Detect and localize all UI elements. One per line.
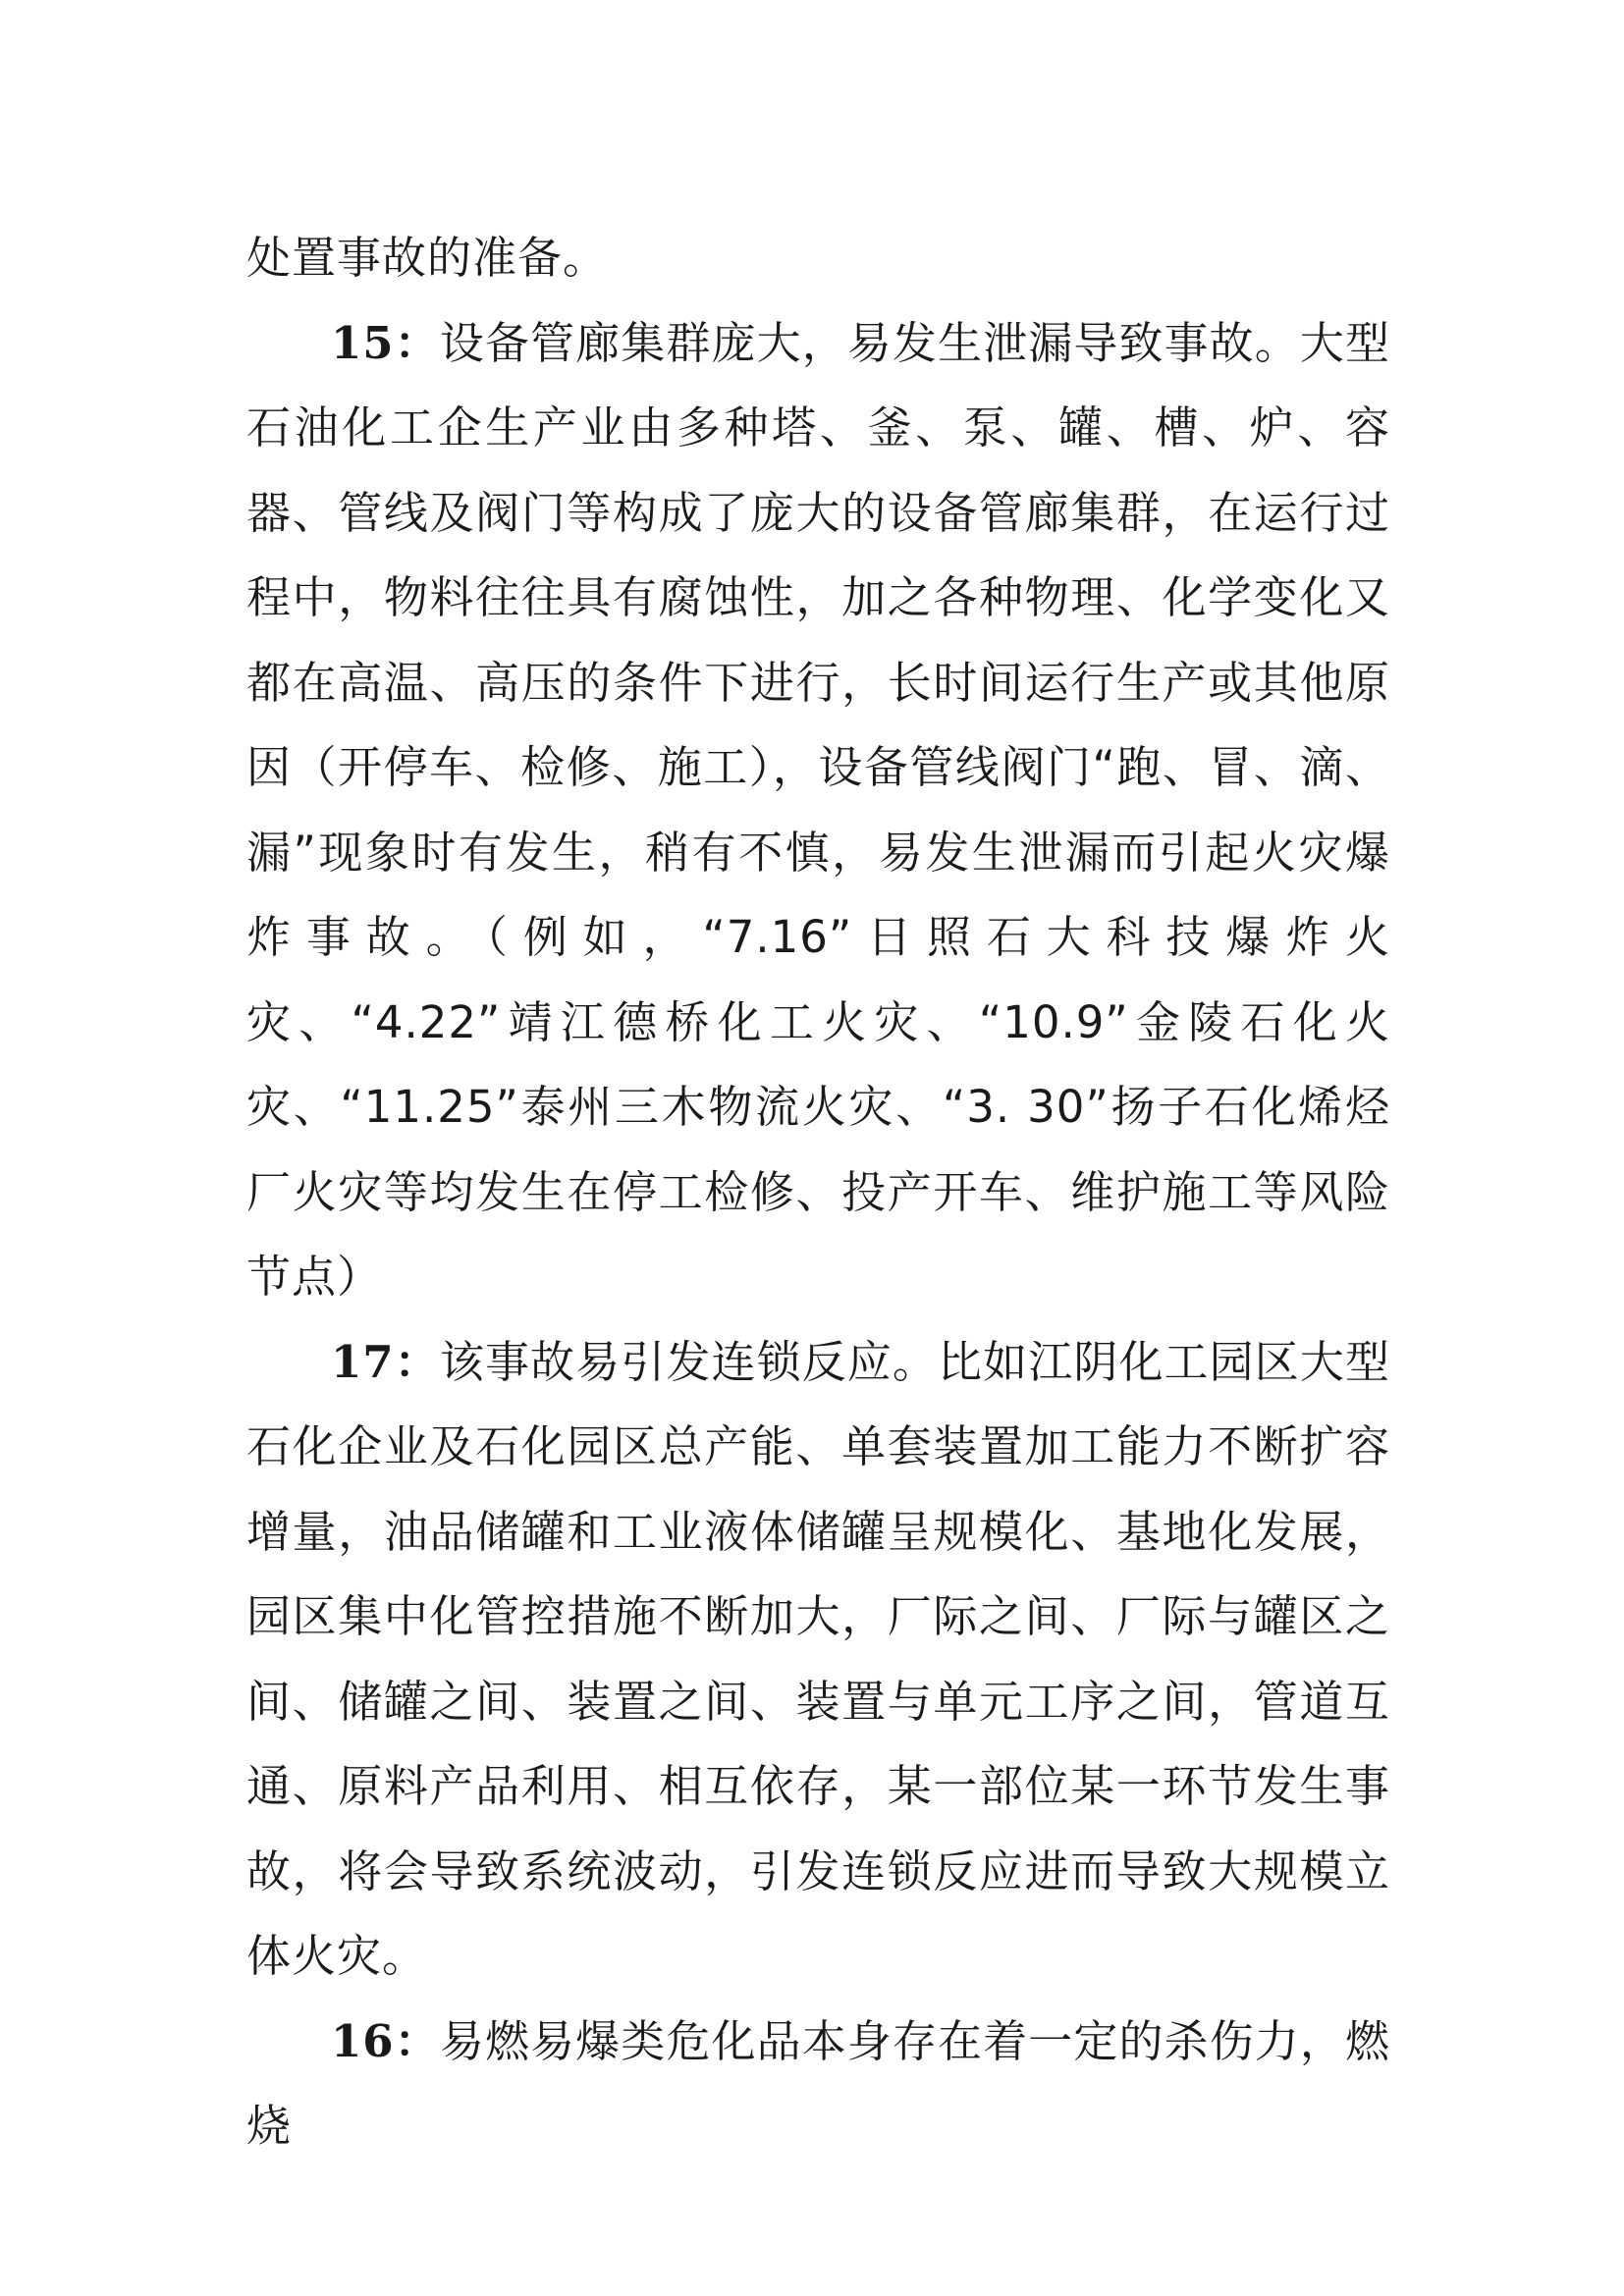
paragraph-number: 15: [331, 316, 395, 369]
paragraph-text: 设备管廊集群庞大，易发生泄漏导致事故。大型石油化工企生产业由多种塔、釜、泵、罐、槽、炉、容器、管线及阀门等构成了庞大的设备管廊集群，在运行过程中，物料往往具有腐蚀性，加之各种物理、化学变化又都在高温、高压的条件下进行，长时间运行生产或其他原因（开停车、检修、施工），设备管线阀门“跑、冒、滴、漏”现象时有发生，稍有不慎，易发生泄漏而引起火灾爆炸事故。（例如，“7.16”日照石大科技爆炸火灾、“4.22”靖江德桥化工火灾、“10.9”金陵石化火灾、“11.25”泰州三木物流火灾、“3. 30”扬子石化烯烃厂火灾等均发生在停工检修、投产开车、维护施工等风险节点）: [246, 316, 1390, 1303]
paragraph-number: 16: [331, 2014, 395, 2067]
document-body: [246, 216, 1390, 2169]
paragraph-number-separator: ：: [394, 2014, 440, 2067]
paragraph-16: [246, 2000, 1390, 2169]
paragraph-17: [246, 1320, 1390, 2000]
paragraph-number-separator: ：: [394, 1335, 440, 1388]
paragraph-text: 易燃易爆类危化品本身存在着一定的杀伤力，燃烧: [246, 2014, 1390, 2152]
paragraph-number-separator: ：: [394, 316, 440, 369]
paragraph-text: 该事故易引发连锁反应。比如江阴化工园区大型石化企业及石化园区总产能、单套装置加工能力不断扩容增量，油品储罐和工业液体储罐呈规模化、基地化发展，园区集中化管控措施不断加大，厂际之间、厂际与罐区之间、储罐之间、装置之间、装置与单元工序之间，管道互通、原料产品利用、相互依存，某一部位某一环节发生事故，将会导致系统波动，引发连锁反应进而导致大规模立体火灾。: [246, 1335, 1390, 1982]
paragraph-text: 处置事故的准备。: [246, 232, 609, 284]
paragraph-continuation: [246, 216, 1390, 301]
paragraph-15: [246, 301, 1390, 1320]
paragraph-number: 17: [331, 1335, 395, 1388]
